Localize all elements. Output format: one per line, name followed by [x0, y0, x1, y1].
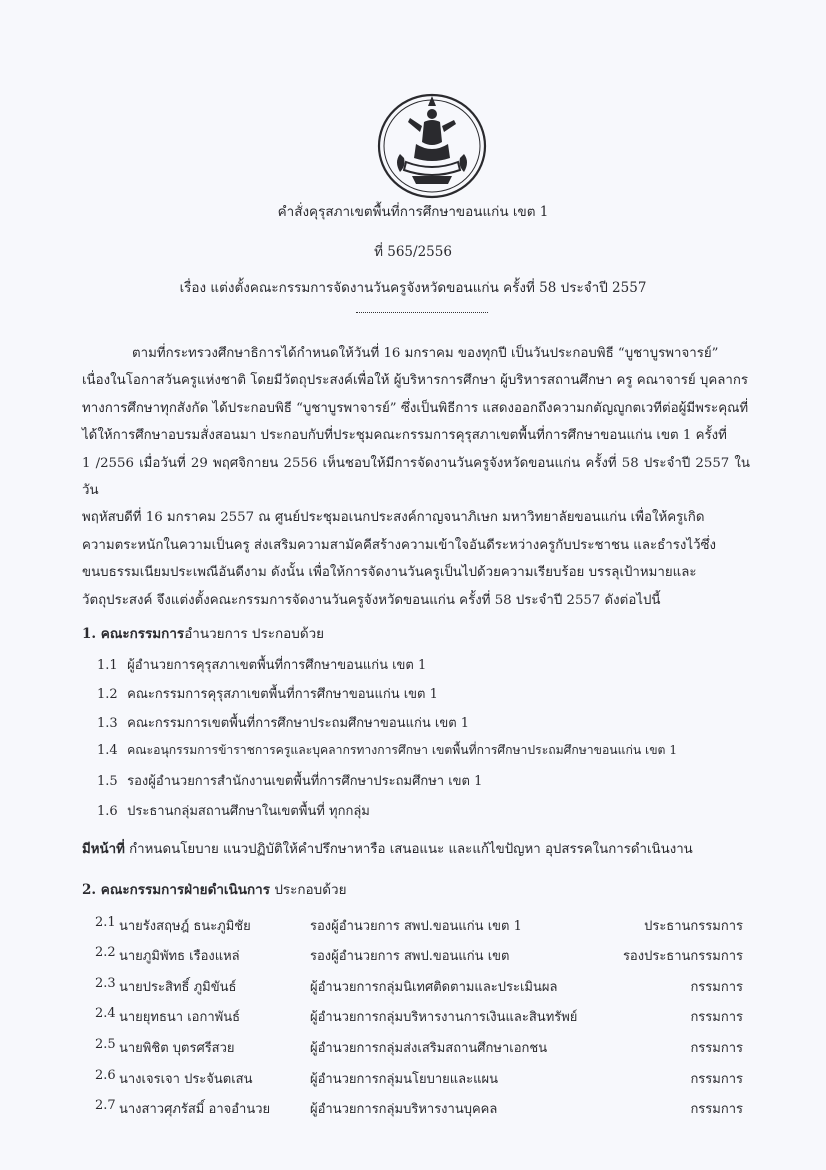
section1-heading	[82, 622, 324, 644]
section1-heading-bold: 1. คณะกรรมการ	[82, 626, 185, 642]
list-item: 1.6 ประธานกลุ่มสถานศึกษาในเขตพื้นที่ ทุกกลุ่ม	[97, 804, 370, 819]
section1-heading-rest: อำนวยการ ประกอบด้วย	[184, 626, 325, 642]
seal-emblem	[376, 92, 488, 200]
body-line: พฤหัสบดีที่ 16 มกราคม 2557 ณ ศูนย์ประชุมอเนกประสงค์กาญจนาภิเษก มหาวิทยาลัยขอนแก่น เพื่อให้ครูเกิด	[82, 510, 705, 526]
order-title: คำสั่งคุรุสภาเขตพื้นที่การศึกษาขอนแก่น เขต 1	[277, 204, 549, 220]
body-line: ความตระหนักในความเป็นครู ส่งเสริมความสามัคคีสร้างความเข้าใจอันดีระหว่างครูกับประชาชน และธำรงไว้ซึ่ง	[82, 537, 717, 553]
list-item: 1.3 คณะกรรมการเขตพื้นที่การศึกษาประถมศึกษาขอนแก่น เขต 1	[97, 716, 470, 731]
list-item: 1.5 รองผู้อำนวยการสำนักงานเขตพื้นที่การศึกษาประถมศึกษา เขต 1	[97, 774, 483, 789]
body-line: ขนบธรรมเนียมประเพณีอันดีงาม ดังนั้น เพื่อให้การจัดงานวันครูเป็นไปด้วยความเรียบร้อย บรรลุเป้าหมายและ	[82, 565, 697, 581]
duty-label: มีหน้าที่	[82, 842, 125, 857]
body-line: ทางการศึกษาทุกสังกัด ได้ประกอบพิธี “บูชาบูรพาจารย์” ซึ่งเป็นพิธีการ แสดงออกถึงความกตัญญูกตเวทีต่อผู้มีพระคุณที่	[82, 400, 749, 416]
body-line: เนื่องในโอกาสวันครูแห่งชาติ โดยมีวัตถุประสงค์เพื่อให้ ผู้บริหารการศึกษา ผู้บริหารสถานศึกษา ครู คณาจารย์ บุคลากร	[82, 373, 749, 389]
list-item: 1.2 คณะกรรมการคุรุสภาเขตพื้นที่การศึกษาขอนแก่น เขต 1	[97, 687, 438, 702]
list-item: 1.4 คณะอนุกรรมการข้าราชการครูและบุคลากรทางการศึกษา เขตพื้นที่การศึกษาประถมศึกษาขอนแก่น เขต 1	[97, 743, 678, 758]
duty-text: กำหนดนโยบาย แนวปฏิบัติให้คำปรึกษาหารือ เสนอแนะ และแก้ไขปัญหา อุปสรรคในการดำเนินงาน	[129, 842, 693, 857]
body-paragraph	[82, 340, 750, 614]
section2-heading-rest: ประกอบด้วย	[274, 882, 347, 898]
body-line: วัตถุประสงค์ จึงแต่งตั้งคณะกรรมการจัดงานวันครูจังหวัดขอนแก่น ครั้งที่ 58 ประจำปี 2557 ดังต่อไปนี้	[82, 592, 661, 608]
document-page: คำสั่งคุรุสภาเขตพื้นที่การศึกษาขอนแก่น เขต 1 ที่ 565/2556 เรื่อง แต่งตั้งคณะกรรมการจัดงานวันครูจังหวัดขอนแก่น ครั้งที่ 58 ประจำปี 2557 ตามที่กระทรวงศึกษาธิการได้กำหนดให้วันที่ 16 มกราคม ของทุกปี เป็นวันประกอบพิธี “บูชาบูรพาจารย์” เนื่องในโอกาสวันครูแห่งชาติ โดยมีวัตถุประสงค์เพื่อให้ ผู้บริหารการศึกษา ผู้บริหารสถานศึกษา ครู คณาจารย์ บุคลากร ทางการศึกษาทุกสังกัด ได้ประกอบพิธี “บูชาบูรพาจารย์” ซึ่งเป็นพิธีการ แสดงออกถึงความกตัญญูกตเวทีต่อผู้มีพระคุณที่ ได้ให้การศึกษาอบรมสั่งสอนมา ประกอบกับที่ประชุมคณะกรรมการคุรุสภาเขตพื้นที่การศึกษาขอนแก่น เขต 1 ครั้งที่ 1 /2556 เมื่อวันที่ 29 พฤศจิกายน 2556 เห็นชอบให้มีการจัดงานวันครูจังหวัดขอนแก่น ครั้งที่ 58 ประจำปี 2557 ในวัน พฤหัสบดีที่ 16 มกราคม 2557 ณ ศูนย์ประชุมอเนกประสงค์กาญจนาภิเษก มหาวิทยาลัยขอนแก่น เพื่อให้ครูเกิด ความตระหนักในความเป็นครู ส่งเสริมความสามัคคีสร้างความเข้าใจอันดีระหว่างครูกับประชาชน และธำรงไว้ซึ่ง ขนบธรรมเนียมประเพณีอันดีงาม ดังนั้น เพื่อให้การจัดงานวันครูเป็นไปด้วยความเรียบร้อย บรรลุเป้าหมายและ วัตถุประสงค์ จึงแต่งตั้งคณะกรรมการจัดงานวันครูจังหวัดขอนแก่น ครั้งที่ 58 ประจำปี 2557 ดังต่อไปนี้ 1. คณะกรรมการอำนวยการ ประกอบด้วย 1.1 ผู้อำนวยการคุรุสภาเขตพื้นที่การศึกษาขอนแก่น เขต 1 1.2 คณะกรรมการคุรุสภาเขตพื้นที่การศึกษาขอนแก่น เขต 1 1.3 คณะกรรมการเขตพื้นที่การศึกษาประถมศึกษาขอนแก่น เขต 1 1.4 คณะอนุกรรมการข้าราชการครูและบุคลากรทางการศึกษา เขตพื้นที่การศึกษาประถมศึกษาขอนแก่น เขต 1 1.5 รองผู้อำนวยการสำนักงานเขตพื้นที่การศึกษาประถมศึกษา เขต 1 1.6 ประธานกลุ่มสถานศึกษาในเขตพื้นที่ ทุกกลุ่ม มีหน้าที่ กำหนดนโยบาย แนวปฏิบัติให้คำปรึกษาหารือ เสนอแนะ และแก้ไขปัญหา อุปสรรคในการดำเนินงาน 2. คณะกรรมการฝ่ายดำเนินการ ประกอบด้วย 2.1 นายรังสฤษฎ์ ธนะภูมิชัย รองผู้อำนวยการ สพป.ขอนแก่น เขต 1 ประธานกรรมการ 2.2 นายภูมิพัทธ เรืองแหล่ รองผู้อำนวยการ สพป.ขอนแก่น เขต รองประธานกรรมการ 2.3 นายประสิทธิ์ ภูมิขันธ์ ผู้อำนวยการกลุ่มนิเทศติดตามและประเมินผล กรรมการ 2.4 นายยุทธนา เอกาพันธ์ ผู้อำนวยการกลุ่มบริหารงานการเงินและสินทรัพย์ กรรมการ 2.5 นายพิชิต บุตรศรีสวย ผู้อำนวยการกลุ่มส่งเสริมสถานศึกษาเอกชน กรรมการ 2.6 นางเจรเจา ประจันตเสน ผู้อำนวยการกลุ่มนโยบายและแผน กรรมการ 2.7 นางสาวศุภรัสมิ์ อาจอำนวย ผู้อำนวยการกลุ่มบริหารงานบุคคล กรรมการ	[0, 0, 826, 1170]
list-item: 1.1 ผู้อำนวยการคุรุสภาเขตพื้นที่การศึกษาขอนแก่น เขต 1	[97, 658, 427, 673]
duty-statement	[82, 838, 693, 859]
body-line: 1 /2556 เมื่อวันที่ 29 พฤศจิกายน 2556 เห็นชอบให้มีการจัดงานวันครูจังหวัดขอนแก่น ครั้งที่ 58 ประจำปี 2557 ในวัน	[82, 455, 750, 499]
section2-heading	[82, 878, 347, 900]
body-line: ได้ให้การศึกษาอบรมสั่งสอนมา ประกอบกับที่ประชุมคณะกรรมการคุรุสภาเขตพื้นที่การศึกษาขอนแก่น เขต 1 ครั้งที่	[82, 428, 727, 444]
section2-heading-bold: 2. คณะกรรมการฝ่ายดำเนินการ	[82, 882, 271, 898]
order-number: ที่ 565/2556	[374, 244, 452, 260]
body-line: ตามที่กระทรวงศึกษาธิการได้กำหนดให้วันที่ 16 มกราคม ของทุกปี เป็นวันประกอบพิธี “บูชาบูรพาจารย์”	[132, 346, 719, 361]
dotted-divider	[356, 312, 488, 313]
order-subject: เรื่อง แต่งตั้งคณะกรรมการจัดงานวันครูจังหวัดขอนแก่น ครั้งที่ 58 ประจำปี 2557	[179, 280, 647, 296]
